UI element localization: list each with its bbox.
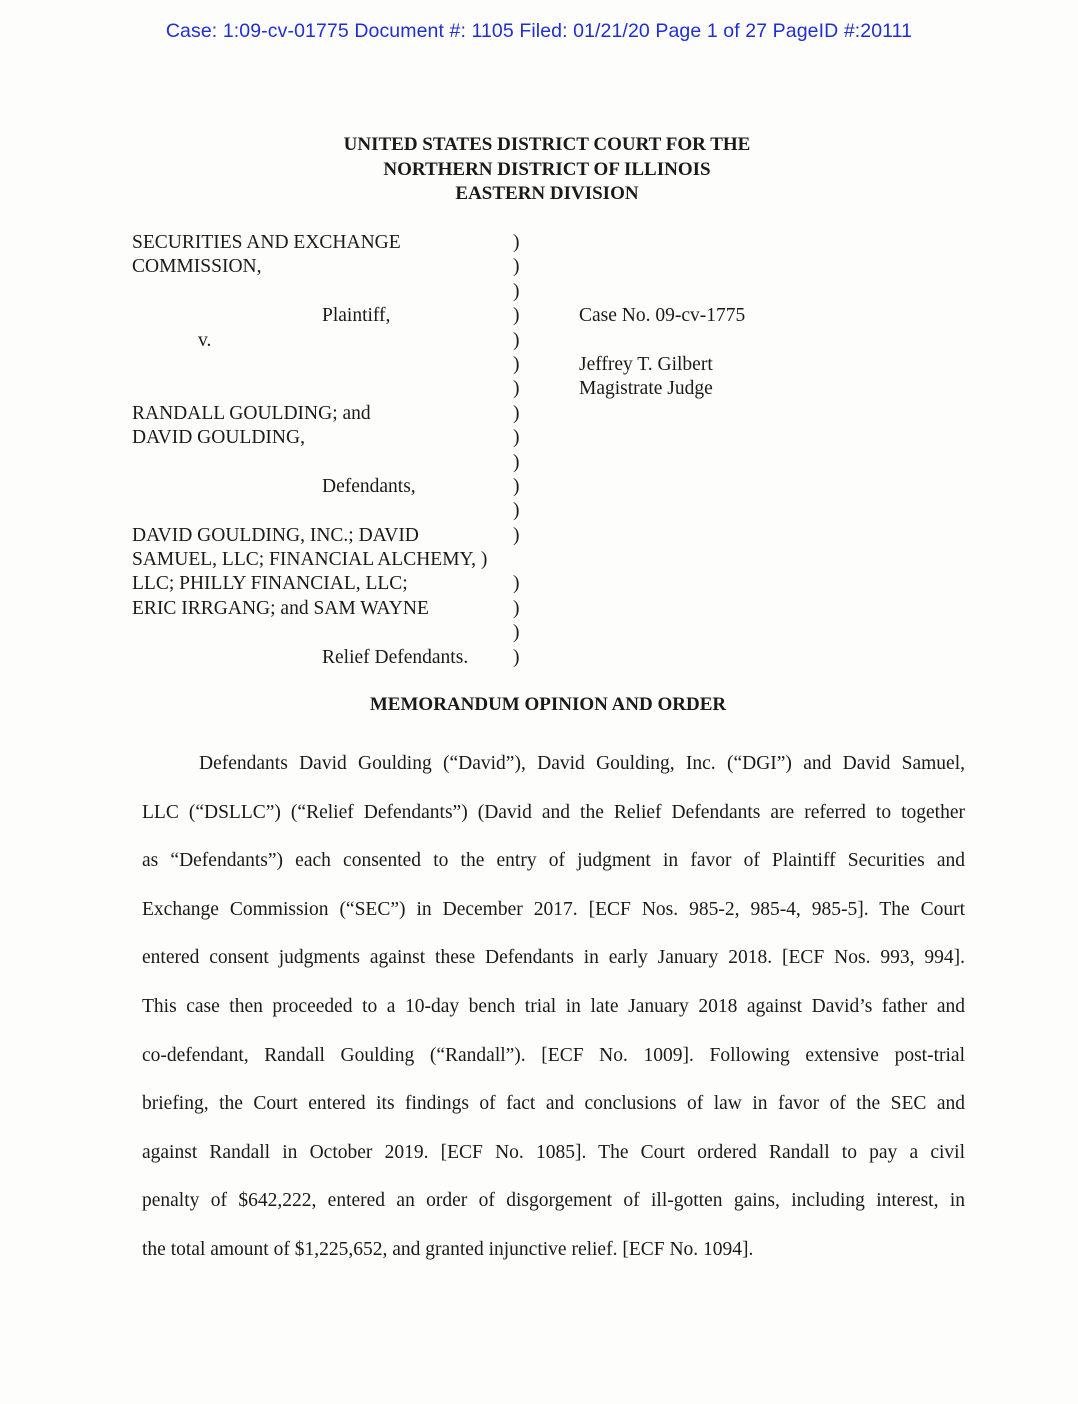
body-line: as “Defendants”) each consented to the entry of judgment in favor of Plaintiff Securities and [142, 850, 965, 872]
court-heading-line-1: UNITED STATES DISTRICT COURT FOR THE [343, 134, 751, 155]
caption-paren: ) [513, 256, 520, 278]
judge-name: Jeffrey T. Gilbert [579, 353, 713, 375]
caption-paren: ) [513, 573, 520, 595]
body-line: co-defendant, Randall Goulding (“Randall”). [ECF No. 1009]. Following extensive post-trial [142, 1044, 965, 1066]
memorandum-title: MEMORANDUM OPINION AND ORDER [369, 694, 727, 715]
caption-paren: ) [513, 475, 520, 497]
defendants-name-line-2: DAVID GOULDING, [132, 427, 305, 449]
court-heading [0, 133, 1078, 207]
caption-paren: ) [513, 353, 520, 375]
caption-paren: ) [513, 597, 520, 619]
body-line: against Randall in October 2019. [ECF No. 1085]. The Court ordered Randall to pay a civil [142, 1141, 965, 1163]
judge-title: Magistrate Judge [579, 378, 713, 400]
body-line: entered consent judgments against these Defendants in early January 2018. [ECF Nos. 993, 994]. [142, 947, 965, 969]
caption-paren: ) [513, 500, 520, 522]
caption-paren: ) [513, 524, 520, 546]
body-line: penalty of $642,222, entered an order of disgorgement of ill-gotten gains, including interest, in [142, 1190, 965, 1212]
caption-parenthesis-column [513, 231, 523, 670]
caption-paren: ) [513, 232, 520, 253]
caption-paren: ) [513, 451, 520, 473]
caption-parties [132, 231, 512, 670]
body-line: briefing, the Court entered its findings of fact and conclusions of law in favor of the SEC and [142, 1093, 965, 1115]
versus-label: v. [198, 329, 212, 351]
relief-defendants-line-1: DAVID GOULDING, INC.; DAVID [132, 524, 419, 546]
caption-paren: ) [513, 280, 520, 302]
body-line: the total amount of $1,225,652, and granted injunctive relief. [ECF No. 1094]. [142, 1238, 754, 1260]
plaintiff-name-line-2: COMMISSION, [132, 256, 262, 278]
caption-paren: ) [513, 402, 520, 424]
caption-paren: ) [513, 622, 520, 644]
caption-paren: ) [513, 427, 520, 449]
relief-defendants-line-2: SAMUEL, LLC; FINANCIAL ALCHEMY, ) [132, 549, 488, 571]
caption-paren: ) [513, 378, 520, 400]
body-line: LLC (“DSLLC”) (“Relief Defendants”) (David and the Relief Defendants are referred to together [142, 801, 965, 823]
defendants-name-line-1: RANDALL GOULDING; and [132, 402, 371, 424]
body-line: Exchange Commission (“SEC”) in December 2017. [ECF Nos. 985-2, 985-4, 985-5]. The Court [142, 898, 965, 920]
caption-paren: ) [513, 305, 520, 327]
defendants-role: Defendants, [322, 475, 416, 497]
caption-paren: ) [513, 646, 520, 668]
court-heading-line-2: NORTHERN DISTRICT OF ILLINOIS [383, 158, 711, 180]
case-number: Case No. 09-cv-1775 [579, 305, 746, 326]
plaintiff-name-line-1: SECURITIES AND EXCHANGE [132, 232, 401, 253]
body-paragraph [142, 740, 965, 1275]
body-line: Defendants David Goulding (“David”), David Goulding, Inc. (“DGI”) and David Samuel, [199, 753, 965, 774]
plaintiff-role: Plaintiff, [322, 305, 391, 327]
filing-stamp: Case: 1:09-cv-01775 Document #: 1105 Filed: 01/21/20 Page 1 of 27 PageID #:20111 [165, 20, 913, 42]
body-line: This case then proceeded to a 10-day bench trial in late January 2018 against David’s father and [142, 995, 965, 1017]
relief-defendants-line-4: ERIC IRRGANG; and SAM WAYNE [132, 597, 429, 619]
caption-paren: ) [513, 329, 520, 351]
relief-defendants-role: Relief Defendants. [322, 646, 469, 668]
relief-defendants-line-3: LLC; PHILLY FINANCIAL, LLC; [132, 573, 408, 595]
court-heading-line-3: EASTERN DIVISION [455, 183, 639, 204]
case-info [579, 304, 745, 402]
